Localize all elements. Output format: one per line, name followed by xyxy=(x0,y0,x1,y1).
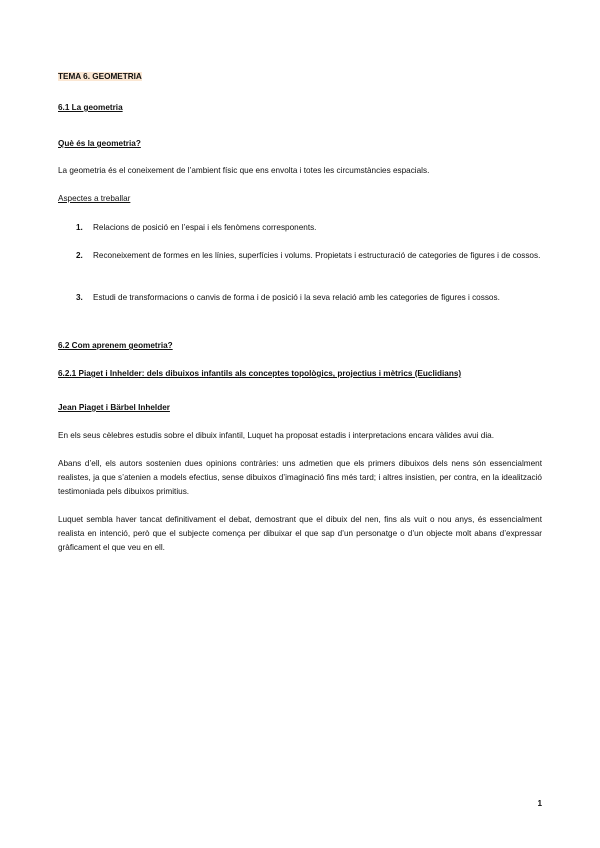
section-6-1-heading: 6.1 La geometria xyxy=(58,103,123,112)
section-6-2-heading: 6.2 Com aprenem geometria? xyxy=(58,341,173,350)
definition-paragraph: La geometria és el coneixement de l’ambient físic que ens envolta i totes les circumstàncies espacials. xyxy=(58,166,430,175)
section-6-2-1-heading: 6.2.1 Piaget i Inhelder: dels dibuixos infantils als conceptes topològics, projectius i mètrics (Euclidians) xyxy=(58,369,462,378)
aspects-heading: Aspectes a treballar xyxy=(58,194,131,203)
list-item xyxy=(58,221,542,235)
title-highlight: TEMA 6. GEOMETRIA xyxy=(58,72,142,81)
list-item-text: Reconeixement de formes en les línies, superfícies i volums. Propietats i estructuració de categories de figures i de cossos. xyxy=(93,251,541,260)
question-heading: Què és la geometria? xyxy=(58,139,141,148)
list-item xyxy=(58,291,542,305)
list-item-text: Relacions de posició en l’espai i els fenòmens corresponents. xyxy=(93,223,317,232)
paragraph-1: En els seus cèlebres estudis sobre el dibuix infantil, Luquet ha proposat estadis i interpretacions encara vàlides avui dia. xyxy=(58,431,495,440)
paragraph-2: Abans d’ell, els autors sostenien dues opinions contràries: uns admetien que els primers dibuixos dels nens són essencialment realistes, ja que s’atenien a models efectius, sense dibuixos d’imaginació fins més tard; i altres insistien, per contra, en la idealització testimoniada pels dibuixos primitius. xyxy=(58,459,542,496)
paragraph-3: Luquet sembla haver tancat definitivament el debat, demostrant que el dibuix del nen, fins als vuit o nou anys, és essencialment realista en intenció, però que el subjecte comença per dibuixar el que sap d’un personatge o d’un objecte molt abans d’expressar gràficament el que veu en ell. xyxy=(58,515,542,552)
list-item-number: 3. xyxy=(76,293,83,302)
document-title xyxy=(58,70,542,84)
list-item xyxy=(58,249,542,263)
list-item-number: 1. xyxy=(76,223,83,232)
list-item-number: 2. xyxy=(76,251,83,260)
list-item-text: Estudi de transformacions o canvis de forma i de posició i la seva relació amb les categories de figures i cossos. xyxy=(93,293,500,302)
authors-heading: Jean Piaget i Bärbel Inhelder xyxy=(58,403,170,412)
page-number: 1 xyxy=(537,799,542,808)
